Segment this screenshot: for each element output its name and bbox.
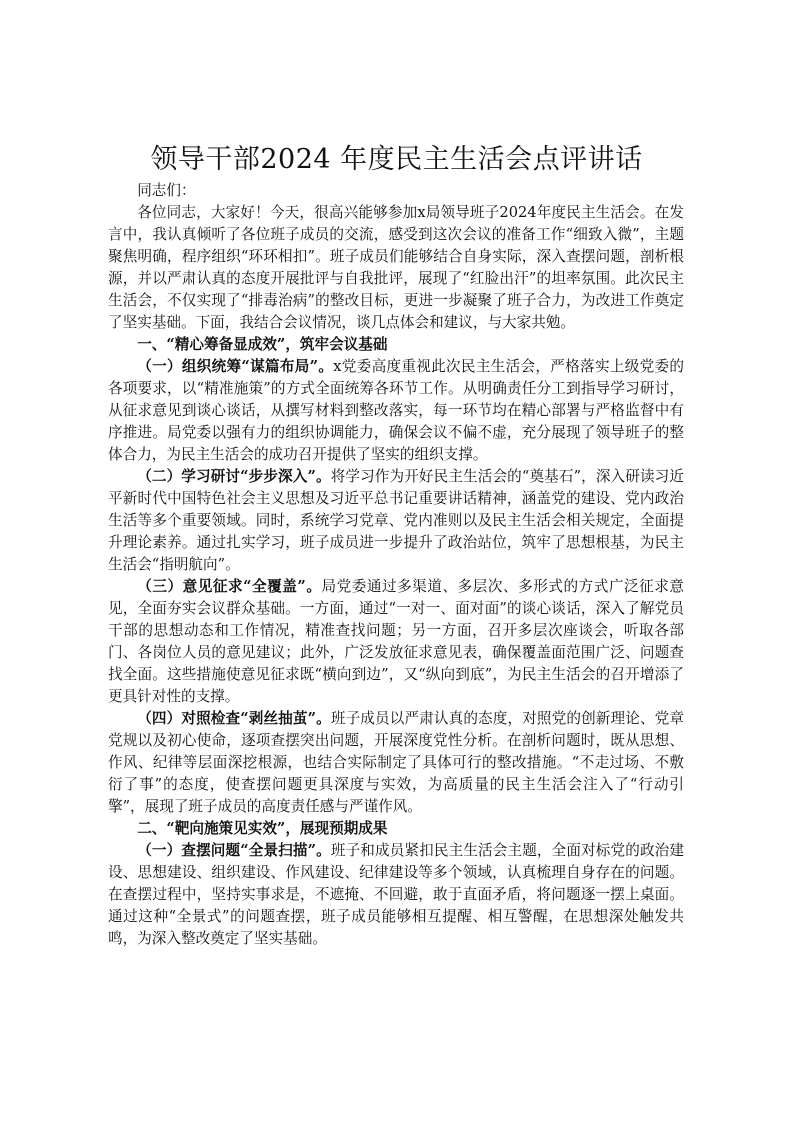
- paragraph-1-4: [108, 708, 684, 818]
- paragraph-lead: （三）意见征求“全覆盖”。: [137, 578, 322, 595]
- paragraph-1-1: [108, 356, 684, 466]
- paragraph-1-3: [108, 576, 684, 708]
- section-heading-1: 一、“精心筹备显成效”，筑牢会议基础: [137, 336, 388, 353]
- document-body: [108, 180, 684, 950]
- paragraph-lead: （四）对照检查“剥丝抽茧”。: [137, 710, 331, 727]
- paragraph-text: 将学习作为开好民主生活会的“奠基石”，深入研读习近平新时代中国特色社会主义思想及习近平总书记重要讲话精神，涵盖党的建设、党内政治生活等多个重要领域。同时，系统学习党章、党内准则以及民主生活会相关规定，全面提升理论素养。通过扎实学习，班子成员进一步提升了政治站位，筑牢了思想根基，为民主生活会“指明航向”。: [108, 468, 684, 573]
- intro-paragraph: 各位同志，大家好！今天，很高兴能够参加x局领导班子2024年度民主生活会。在发言中，我认真倾听了各位班子成员的交流，感受到这次会议的准备工作“细致入微”，主题聚焦明确，程序组织“环环相扣”。班子成员们能够结合自身实际，深入查摆问题，剖析根源，并以严肃认真的态度开展批评与自我批评，展现了“红脸出汗”的坦率氛围。此次民主生活会，不仅实现了“排毒治病”的整改目标，更进一步凝聚了班子合力，为改进工作奠定了坚实基础。下面，我结合会议情况，谈几点体会和建议，与大家共勉。: [108, 204, 684, 331]
- section-heading-2: 二、“靶向施策见实效”，展现预期成果: [137, 820, 388, 837]
- salutation: 同志们：: [137, 182, 196, 199]
- paragraph-1-2: [108, 466, 684, 576]
- paragraph-text: 班子成员以严肃认真的态度，对照党的创新理论、党章党规以及初心使命，逐项查摆突出问题，开展深度党性分析。在剖析问题时，既从思想、作风、纪律等层面深挖根源，也结合实际制定了具体可行的整改措施。“不走过场、不敷衍了事”的态度，使查摆问题更具深度与实效，为高质量的民主生活会注入了“行动引擎”，展现了班子成员的高度责任感与严谨作风。: [108, 710, 684, 815]
- paragraph-text: x党委高度重视此次民主生活会，严格落实上级党委的各项要求，以“精准施策”的方式全面统筹各环节工作。从明确责任分工到指导学习研讨，从征求意见到谈心谈话，从撰写材料到整改落实，每一环节均在精心部署与严格监督中有序推进。局党委以强有力的组织协调能力，确保会议不偏不虚，充分展现了领导班子的整体合力，为民主生活会的成功召开提供了坚实的组织支撑。: [108, 358, 684, 463]
- paragraph-text: 班子和成员紧扣民主生活会主题，全面对标党的政治建设、思想建设、组织建设、作风建设、纪律建设等多个领域，认真梳理自身存在的问题。在查摆过程中，坚持实事求是，不遮掩、不回避，敢于直面矛盾，将问题逐一摆上桌面。通过这种“全景式”的问题查摆，班子成员能够相互提醒、相互警醒，在思想深处触发共鸣，为深入整改奠定了坚实基础。: [108, 842, 684, 947]
- paragraph-2-1: [108, 840, 684, 950]
- paragraph-lead: （一）组织统筹“谋篇布局”。: [137, 358, 334, 375]
- paragraph-text: 局党委通过多渠道、多层次、多形式的方式广泛征求意见，全面夯实会议群众基础。一方面，通过“一对一、面对面”的谈心谈话，深入了解党员干部的思想动态和工作情况，精准查找问题；另一方面，召开多层次座谈会，听取各部门、各岗位人员的意见建议；此外，广泛发放征求意见表，确保覆盖面范围广泛、问题查找全面。这些措施使意见征求既“横向到边”，又“纵向到底”，为民主生活会的召开增添了更具针对性的支撑。: [108, 578, 684, 705]
- paragraph-lead: （一）查摆问题“全景扫描”。: [137, 842, 331, 859]
- document-title: 领导干部2024 年度民主生活会点评讲话: [150, 144, 643, 175]
- paragraph-lead: （二）学习研讨“步步深入”。: [137, 468, 331, 485]
